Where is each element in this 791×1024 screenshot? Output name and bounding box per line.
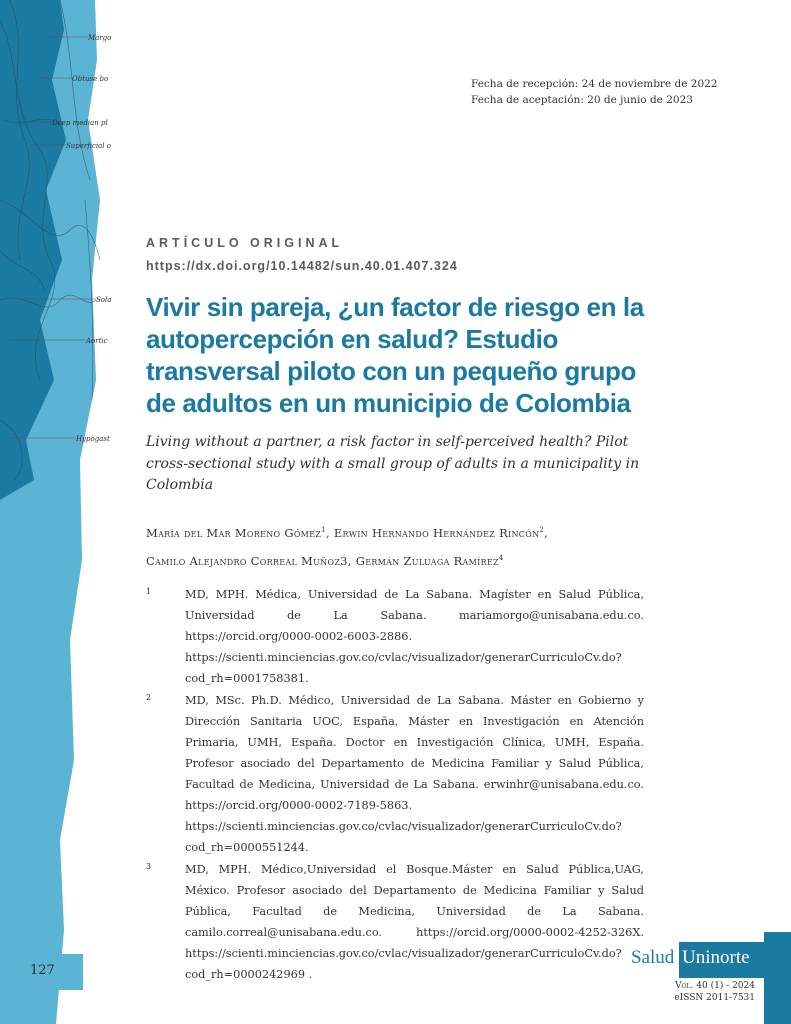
page-number: 127	[30, 963, 55, 978]
anatomy-label: Margo	[88, 34, 112, 42]
affiliation-number: 2	[146, 693, 152, 702]
anatomy-label: Superficial o	[66, 142, 111, 150]
anatomy-label: Aortic	[86, 337, 108, 345]
eissn-info: eISSN 2011-7531	[674, 993, 755, 1003]
affiliation-text: MD, MSc. Ph.D. Médico, Universidad de La Sabana. Máster en Gobierno y Dirección Sanitaria UOC, España, Máster en Investigación en Atención Primaria, UMH, España. Doctor en Investigación Clínica, UMH, España. Profesor asociado del Departamento de Medicina Familiar y Salud Pública, Facultad de Medicina, Universidad de La Sabana. erwinhr@unisabana.edu.co. https://orcid.org/0000-0002-7189-5863. https://scienti.minciencias.gov.co/cvlac/visualizador/generarCurriculoCv.do?cod_rh=0000551244.	[185, 694, 644, 854]
affiliation-number: 1	[146, 587, 152, 596]
author-separator: ,	[544, 525, 549, 540]
anatomy-label: Hypogast	[76, 435, 110, 443]
anatomy-label: Deep median pl	[52, 119, 108, 127]
anatomical-illustration	[0, 0, 140, 1024]
affiliation-text: MD, MPH. Médico,Universidad el Bosque.Máster en Salud Pública,UAG, México. Profesor asociado del Departamento de Medicina Familiar y Salud Pública, Facultad de Medicina, Universidad de La Sabana. camilo.correal@unisabana.edu.co. https://orcid.org/0000-0002-4252-326X. https://scienti.minciencias.gov.co/cvlac/visualizador/generarCurriculoCv.do?cod_rh=0000242969 .	[185, 863, 644, 981]
journal-brand-uninorte: Uninorte	[682, 947, 750, 968]
affiliation-item	[146, 690, 644, 858]
volume-info: Vol. 40 (1) - 2024	[675, 981, 755, 991]
author-separator: ,	[347, 553, 356, 568]
received-date: Fecha de recepción: 24 de noviembre de 2022	[471, 78, 718, 90]
journal-brand-salud: Salud	[631, 947, 675, 968]
author-list	[146, 518, 666, 574]
article-dates	[471, 76, 718, 108]
anatomy-label: Sola	[96, 296, 112, 304]
affiliation-item	[146, 859, 644, 985]
author-name: Germán Zuluaga Ramírez	[355, 553, 499, 568]
author-name: Erwin Hernando Hernández Rincón	[333, 525, 540, 540]
article-title: Vivir sin pareja, ¿un factor de riesgo en la autopercepción en salud? Estudio transversal piloto con un pequeño grupo de adultos en un municipio de Colombia	[146, 292, 644, 418]
doi-link[interactable]: https://dx.doi.org/10.14482/sun.40.01.407.324	[146, 259, 458, 273]
article-subtitle: Living without a partner, a risk factor in self-perceived health? Pilot cross-sectional study with a small group of adults in a municipality in Colombia	[146, 434, 640, 493]
author-separator: ,	[325, 525, 334, 540]
author-name: Camilo Alejandro Correal Muñoz3	[146, 553, 348, 568]
affiliation-item	[146, 584, 644, 689]
author-superscript: 2	[539, 526, 545, 534]
article-type-label: ARTÍCULO ORIGINAL	[146, 236, 344, 250]
affiliation-text: MD, MPH. Médica, Universidad de La Sabana. Magíster en Salud Pública, Universidad de La Sabana. mariamorgo@unisabana.edu.co. https://orcid.org/0000-0002-6003-2886. https://scienti.minciencias.gov.co/cvlac/visualizador/generarCurriculoCv.do?cod_rh=0001758381.	[185, 588, 644, 685]
affiliations-list	[146, 584, 644, 986]
affiliation-number: 3	[146, 862, 152, 871]
author-name: María del Mar Moreno Gómez	[146, 525, 322, 540]
anatomy-label: Obtuse bo	[72, 75, 109, 83]
author-superscript: 4	[498, 553, 504, 562]
accepted-date: Fecha de aceptación: 20 de junio de 2023	[471, 94, 693, 106]
author-superscript: 1	[321, 526, 326, 534]
